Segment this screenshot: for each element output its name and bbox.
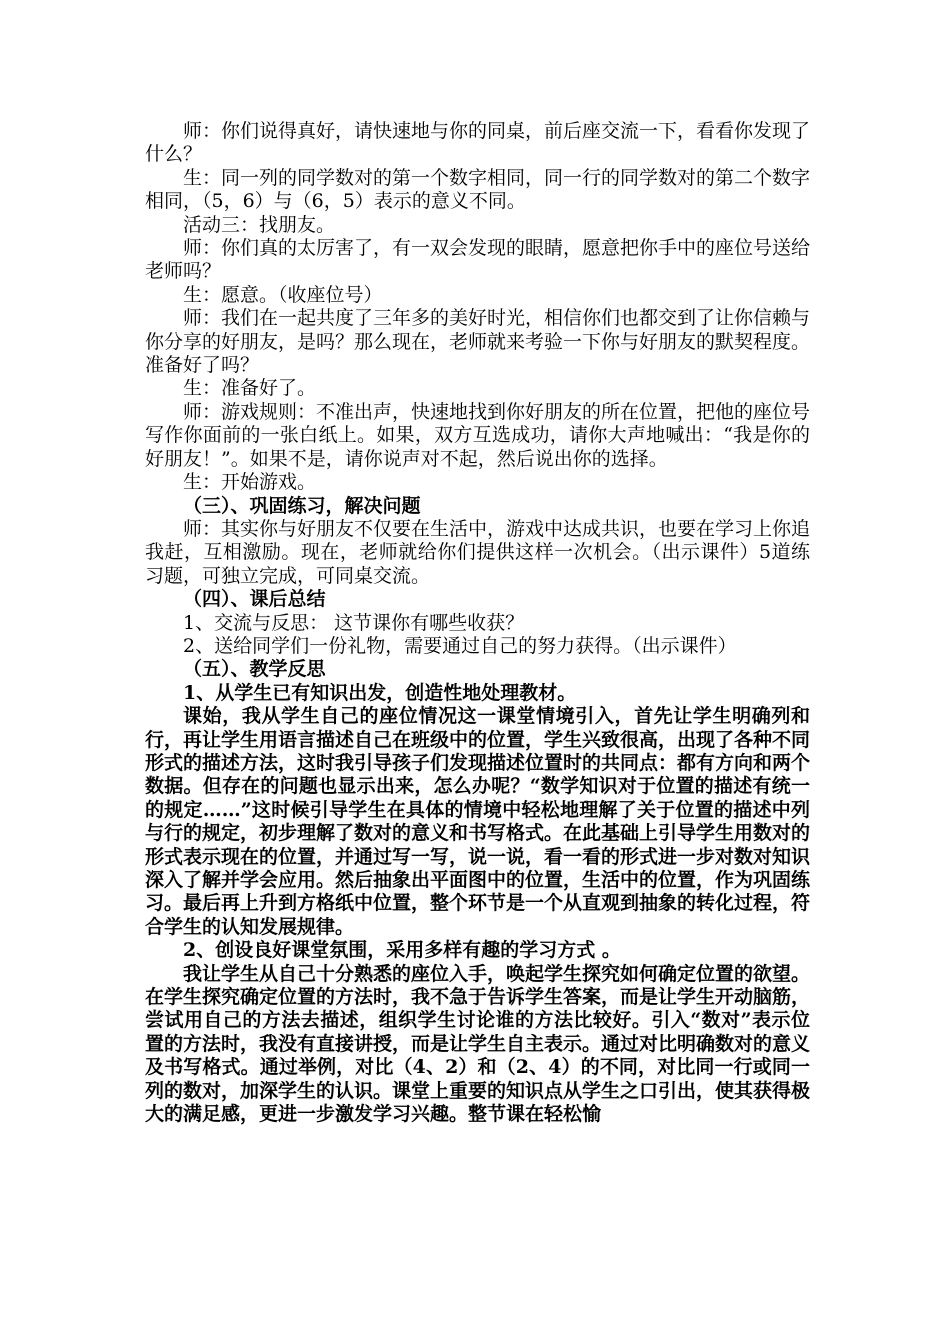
paragraph-student-willing: 生：愿意。（收座位号） (183, 283, 383, 306)
heading-section-four: （四）、课后总结 (183, 588, 326, 611)
paragraph-reflection-1: 课始，我从学生自己的座位情况这一课堂情境引入，首先让学生明确列和行，再让学生用语言描述自己在班级中的位置，学生兴致很高，出现了各种不同形式的描述方法，这时我引导孩子们发现描述位置时的共同点：都有方向和两个数据。但存在的问题也显示出来，怎么办呢？“数学知识对于位置的描述有统一的规定……”这时候引导学生在具体的情境中轻松地理解了关于位置的描述中列与行的规定，初步理解了数对的意义和书写格式。在此基础上引导学生用数对的形式表示现在的位置，并通过写一写，说一说，看一看的形式进一步对数对知识深入了解并学会应用。然后抽象出平面图中的位置，生活中的位置，作为巩固练习。最后再上升到方格纸中位置，整个环节是一个从直观到抽象的转化过程，符合学生的认知发展规律。 (145, 705, 811, 938)
paragraph-activity-three: 活动三：找朋友。 (183, 213, 336, 236)
heading-section-five: （五）、教学反思 (183, 658, 326, 681)
heading-section-three: （三）、巩固练习，解决问题 (183, 494, 421, 517)
heading-reflection-point-1: 1、从学生已有知识出发，创造性地处理教材。 (183, 681, 577, 704)
document-page (145, 120, 810, 1126)
paragraph-teacher-discuss: 师：你们说得真好，请快速地与你的同桌，前后座交流一下，看看你发现了什么？ (145, 120, 811, 166)
paragraph-teacher-friends: 师：我们在一起共度了三年多的美好时光，相信你们也都交到了让你信赖与你分享的好朋友，是吗？那么现在，老师就来考验一下你与好朋友的默契程度。准备好了吗？ (145, 307, 811, 377)
paragraph-student-start-game: 生：开始游戏。 (183, 471, 317, 494)
paragraph-game-rules: 师：游戏规则：不准出声，快速地找到你好朋友的所在位置，把他的座位号写作你面前的一张白纸上。如果，双方互选成功，请你大声地喊出：“我是你的好朋友！”。如果不是，请你说声对不起，然后说出你的选择。 (145, 400, 811, 470)
paragraph-summary-item-1: 1、交流与反思： 这节课你有哪些收获？ (183, 611, 525, 634)
paragraph-summary-item-2: 2、送给同学们一份礼物，需要通过自己的努力获得。（出示课件） (183, 634, 737, 657)
paragraph-practice: 师：其实你与好朋友不仅要在生活中，游戏中达成共识，也要在学习上你追我赶，互相激励。现在，老师就给你们提供这样一次机会。（出示课件）5道练习题，可独立完成，可同桌交流。 (145, 517, 811, 587)
paragraph-student-ready: 生：准备好了。 (183, 377, 317, 400)
paragraph-teacher-seat-number: 师：你们真的太厉害了，有一双会发现的眼睛，愿意把你手中的座位号送给老师吗？ (145, 237, 811, 283)
paragraph-student-answer: 生：同一列的同学数对的第一个数字相同，同一行的同学数对的第二个数字相同，（5，6）与（6，5）表示的意义不同。 (145, 166, 811, 213)
paragraph-reflection-2: 我让学生从自己十分熟悉的座位入手，唤起学生探究如何确定位置的欲望。在学生探究确定位置的方法时，我不急于告诉学生答案，而是让学生开动脑筋，尝试用自己的方法去描述，组织学生讨论谁的方法比较好。引入“数对”表示位置的方法时，我没有直接讲授，而是让学生自主表示。通过对比明确数对的意义及书写格式。通过举例，对比（4、2）和（2、4）的不同，对比同一行或同一列的数对，加深学生的认识。课堂上重要的知识点从学生之口引出，使其获得极大的满足感，更进一步激发学习兴趣。整节课在轻松愉 (145, 962, 811, 1126)
heading-reflection-point-2: 2、创设良好课堂氛围，采用多样有趣的学习方式 。 (183, 939, 621, 962)
